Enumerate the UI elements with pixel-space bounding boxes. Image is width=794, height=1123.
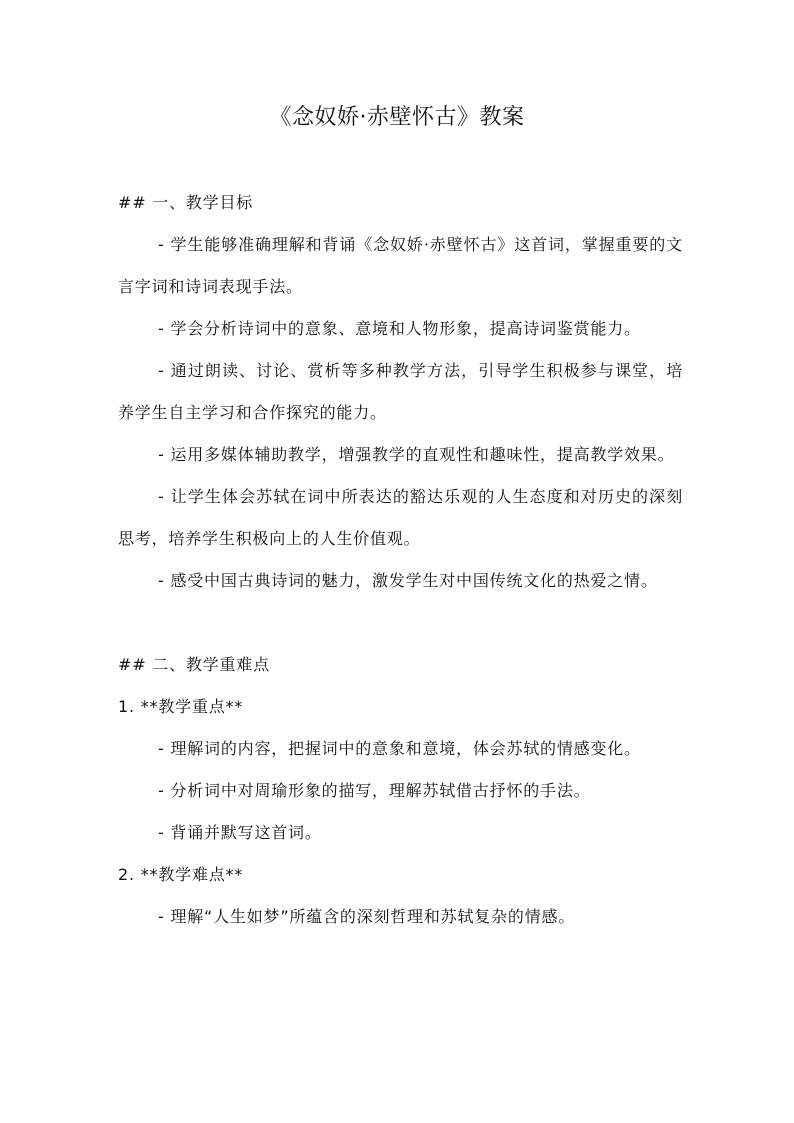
objective-paragraph: - 感受中国古典诗词的魅力，激发学生对中国传统文化的热爱之情。 <box>158 571 658 590</box>
section-heading-objectives: ## 一、教学目标 <box>118 193 254 212</box>
key-point-paragraph: - 理解词的内容，把握词中的意象和意境，体会苏轼的情感变化。 <box>158 739 641 758</box>
subsection-label-key-points: 1. **教学重点** <box>118 697 244 716</box>
section-spacer <box>118 602 683 644</box>
objective-paragraph: - 学会分析诗词中的意象、意境和人物形象，提高诗词鉴赏能力。 <box>158 319 641 338</box>
subsection-label-difficulties: 2. **教学难点** <box>118 865 244 884</box>
difficulty-paragraph: - 理解“人生如梦”所蕴含的深刻哲理和苏轼复杂的情感。 <box>158 907 576 926</box>
objective-paragraph: - 学生能够准确理解和背诵《念奴娇·赤壁怀古》这首词，掌握重要的文言字词和诗词表现手法。 <box>118 235 683 296</box>
document-title: 《念奴娇·赤壁怀古》教案 <box>269 105 525 130</box>
key-point-paragraph: - 背诵并默写这首词。 <box>158 823 322 842</box>
key-point-paragraph: - 分析词中对周瑜形象的描写，理解苏轼借古抒怀的手法。 <box>158 781 591 800</box>
objective-paragraph: - 让学生体会苏轼在词中所表达的豁达乐观的人生态度和对历史的深刻思考，培养学生积极向上的人生价值观。 <box>118 487 683 548</box>
objective-paragraph: - 运用多媒体辅助教学，增强教学的直观性和趣味性，提高教学效果。 <box>158 445 675 464</box>
document-body <box>118 182 683 938</box>
objective-paragraph: - 通过朗读、讨论、赏析等多种教学方法，引导学生积极参与课堂，培养学生自主学习和合作探究的能力。 <box>118 361 683 422</box>
section-heading-key-points: ## 二、教学重难点 <box>118 655 270 674</box>
